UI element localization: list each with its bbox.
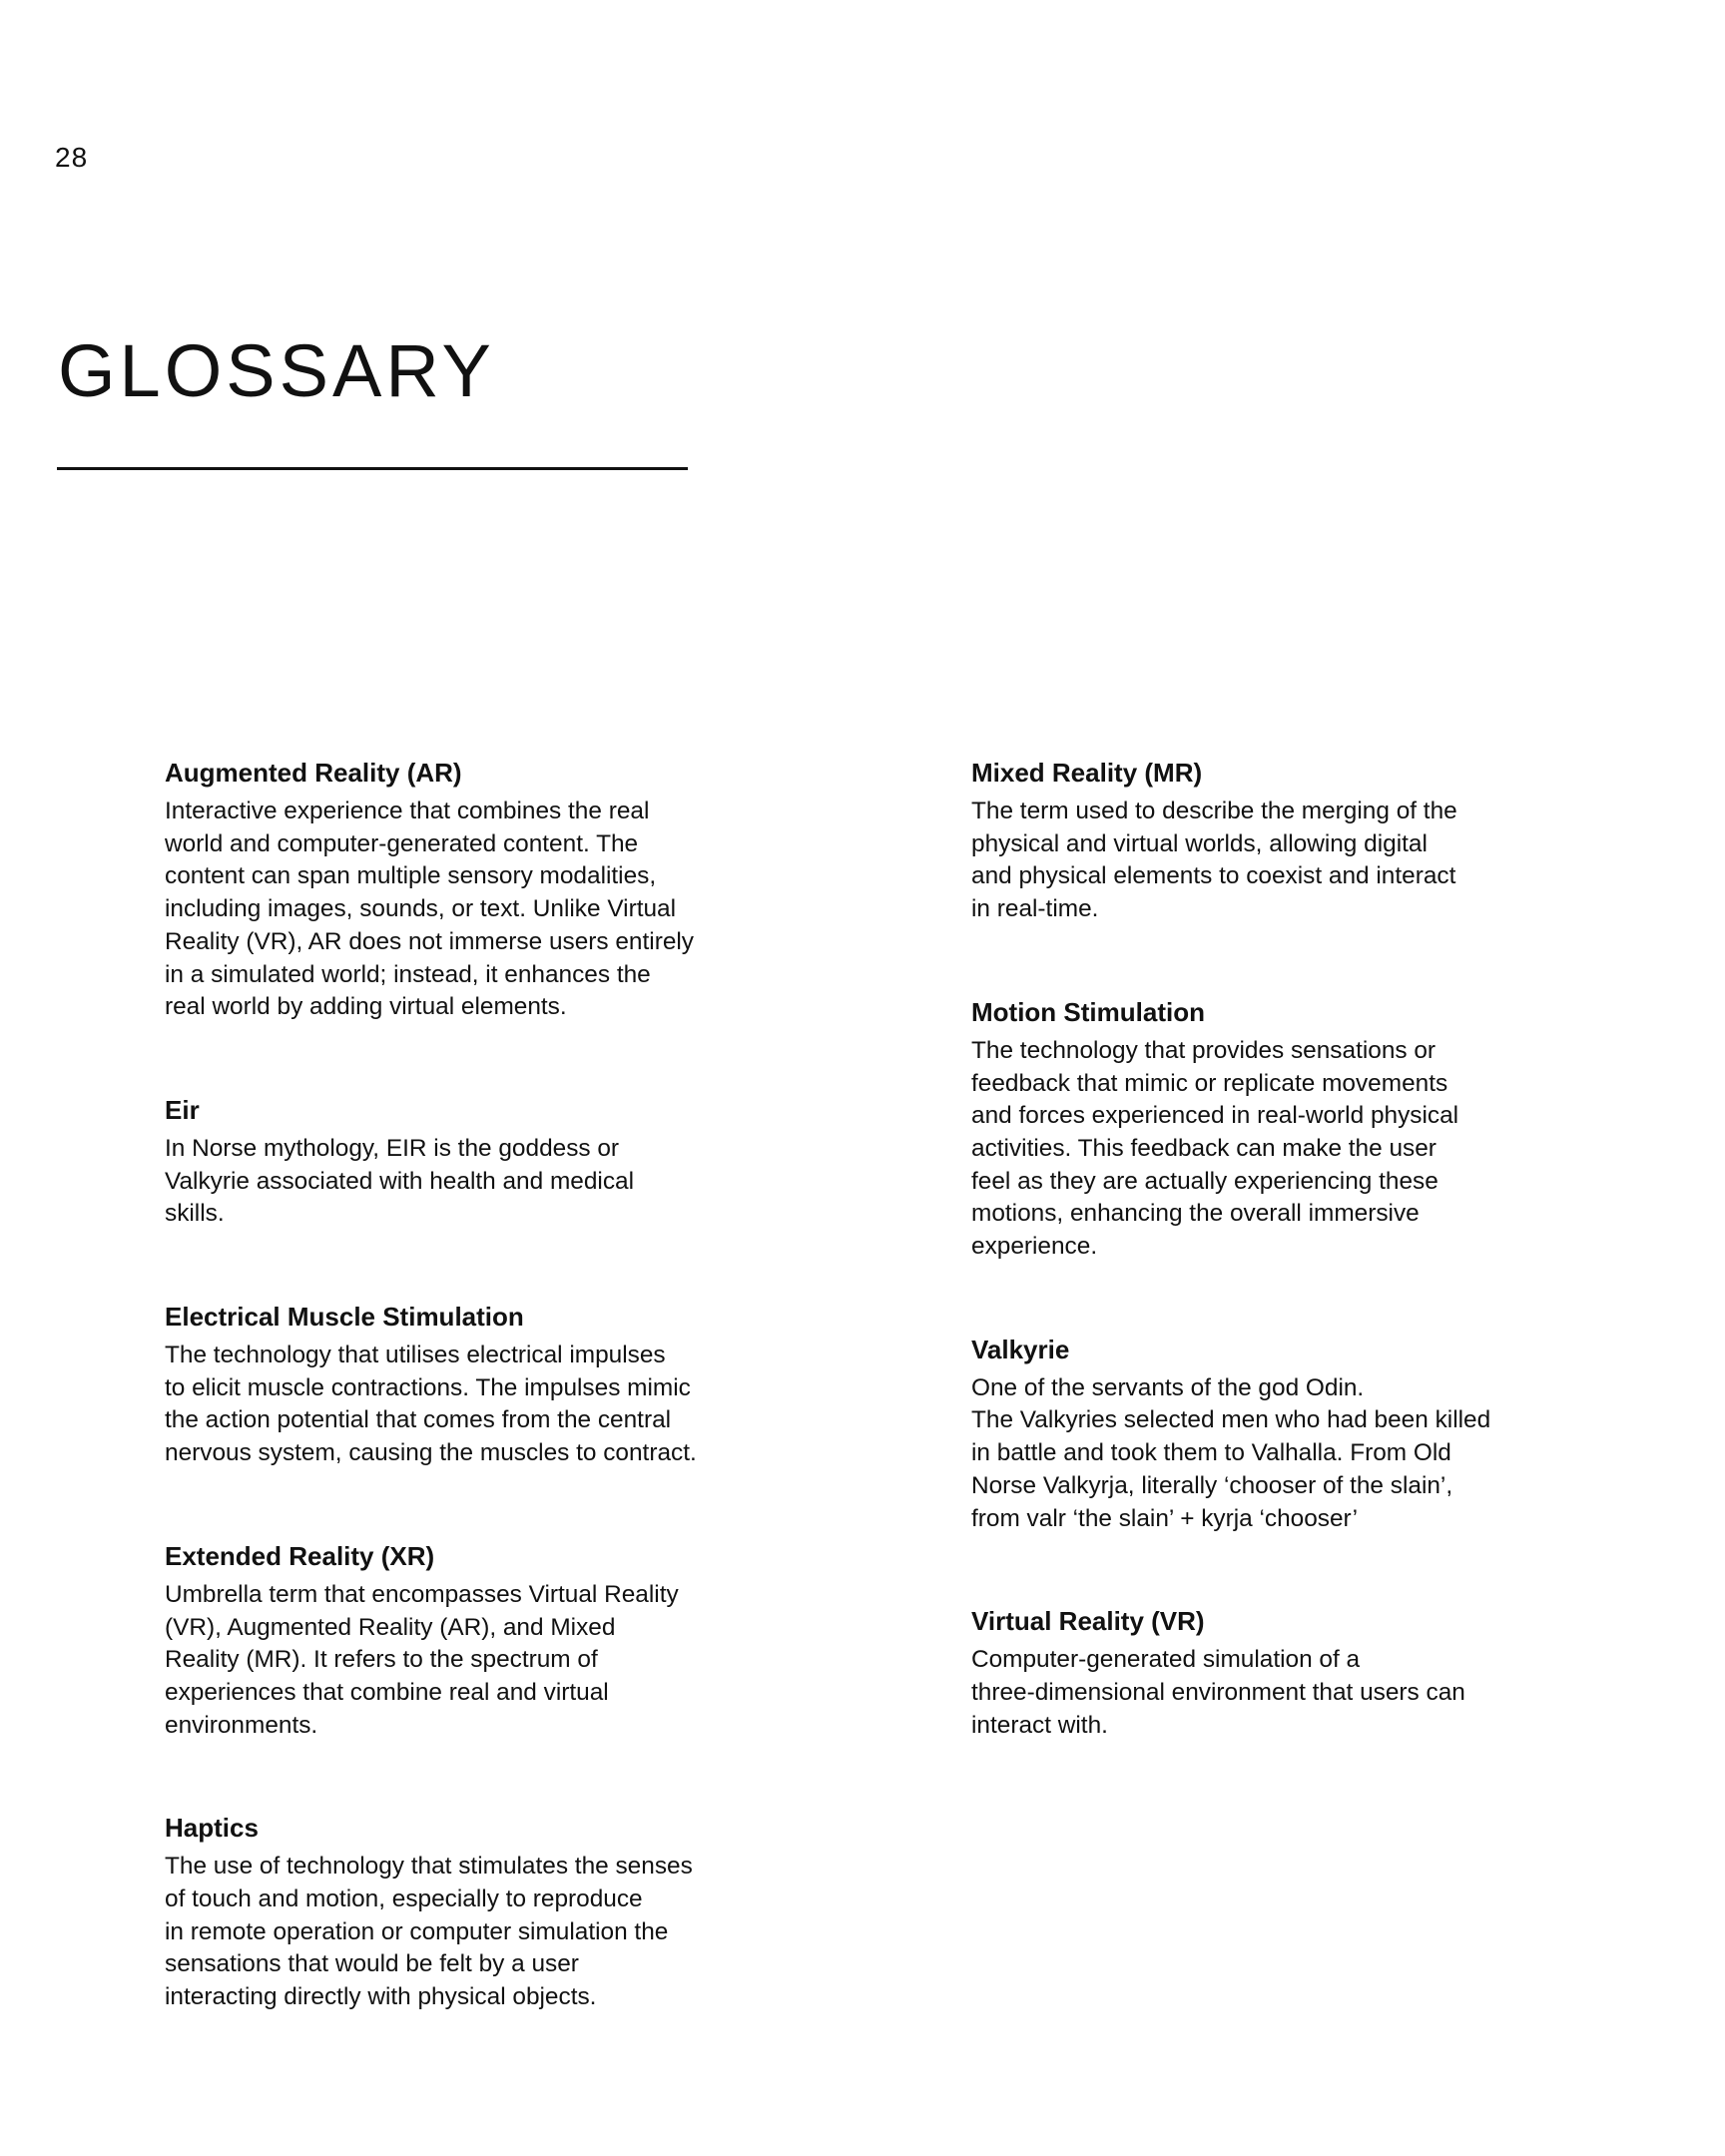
glossary-definition: Computer-generated simulation of a three-dimensional environment that users can interact with. <box>971 1646 1465 1739</box>
glossary-entry-eir <box>165 1093 724 1231</box>
glossary-entry-motion-stimulation <box>971 995 1530 1264</box>
page-title: GLOSSARY <box>58 329 495 412</box>
glossary-definition: The term used to describe the merging of the physical and virtual worlds, allowing digital and physical elements to coexist and interact in real-time. <box>971 798 1457 923</box>
glossary-column-right <box>971 756 1530 1742</box>
glossary-term: Motion Stimulation <box>971 996 1205 1027</box>
glossary-term: Valkyrie <box>971 1334 1070 1364</box>
glossary-term: Electrical Muscle Stimulation <box>165 1302 524 1333</box>
glossary-term: Mixed Reality (MR) <box>971 758 1203 788</box>
title-divider <box>57 467 688 470</box>
glossary-entry-augmented-reality <box>165 756 724 1024</box>
glossary-definition: The use of technology that stimulates the senses of touch and motion, especially to reproduce in remote operation or computer simulation the sensations that would be felt by a user interacting directly with physical objects. <box>165 1853 693 2011</box>
glossary-definition: The technology that provides sensations or feedback that mimic or replicate movements and forces experienced in real-world physical activities. This feedback can make the user feel as they are actually experiencing these motions, enhancing the overall immersive experience. <box>971 1036 1459 1261</box>
glossary-entry-electrical-muscle-stimulation <box>165 1300 724 1470</box>
glossary-entry-mixed-reality <box>971 756 1530 926</box>
glossary-entry-virtual-reality <box>971 1604 1530 1742</box>
glossary-term: Virtual Reality (VR) <box>971 1606 1205 1637</box>
glossary-term: Haptics <box>165 1813 259 1844</box>
glossary-term: Augmented Reality (AR) <box>165 758 462 788</box>
glossary-term: Extended Reality (XR) <box>165 1540 435 1571</box>
page-number: 28 <box>55 142 89 173</box>
glossary-definition: Interactive experience that combines the real world and computer-generated content. The content can span multiple sensory modalities, including images, sounds, or text. Unlike Virtual Reality (VR), AR does not immerse users entirely in a simulated world; instead, it enhances the real world by adding virtual elements. <box>165 798 694 1021</box>
glossary-definition: The technology that utilises electrical impulses to elicit muscle contractions. The impulses mimic the action potential that comes from the central nervous system, causing the muscles to contract. <box>165 1342 697 1467</box>
glossary-entry-haptics <box>165 1811 724 2014</box>
glossary-entry-extended-reality <box>165 1539 724 1743</box>
glossary-definition: One of the servants of the god Odin. The Valkyries selected men who had been killed in battle and took them to Valhalla. From Old Norse Valkyrja, literally ‘chooser of the slain’, from valr ‘the slain’ + kyrja ‘chooser’ <box>971 1373 1491 1532</box>
glossary-definition: In Norse mythology, EIR is the goddess or Valkyrie associated with health and medical skills. <box>165 1134 634 1228</box>
glossary-entry-valkyrie <box>971 1333 1530 1536</box>
glossary-term: Eir <box>165 1094 200 1125</box>
glossary-definition: Umbrella term that encompasses Virtual Reality (VR), Augmented Reality (AR), and Mixed Reality (MR). It refers to the spectrum of experiences that combine real and virtual environments. <box>165 1580 679 1739</box>
glossary-column-left <box>165 756 724 2014</box>
